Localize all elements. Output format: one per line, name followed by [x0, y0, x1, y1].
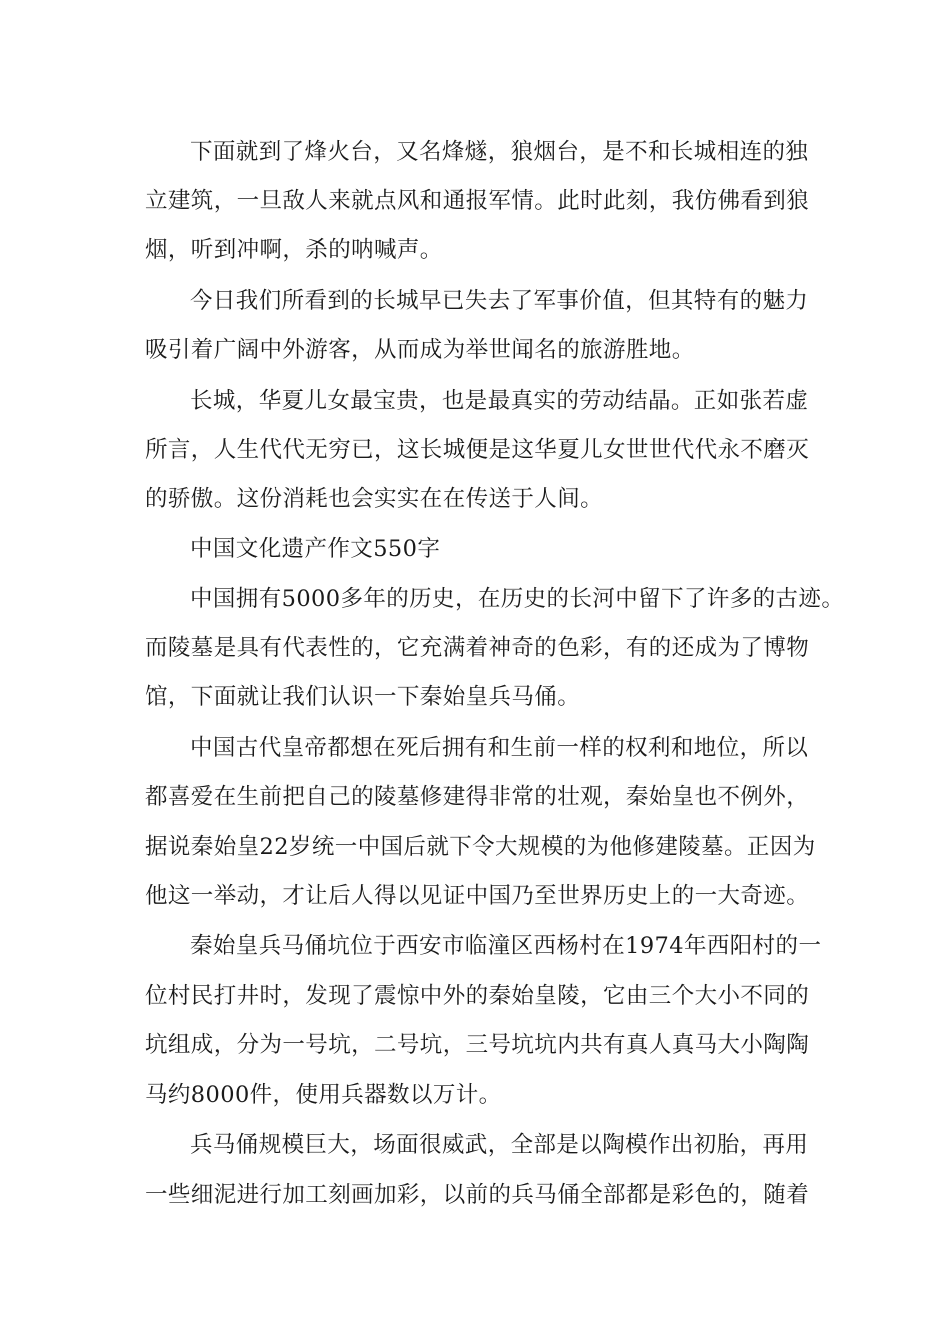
section-title: 中国文化遗产作文550字 — [190, 536, 441, 562]
text-line: 今日我们所看到的长城早已失去了军事价值，但其特有的魅力 — [190, 288, 809, 314]
text-line: 的骄傲。这份消耗也会实实在在传送于人间。 — [145, 486, 604, 512]
text-line: 吸引着广阔中外游客，从而成为举世闻名的旅游胜地。 — [145, 337, 695, 363]
text-line: 烟，听到冲啊，杀的呐喊声。 — [145, 237, 443, 263]
text-line: 兵马俑规模巨大，场面很威武，全部是以陶模作出初胎，再用 — [190, 1132, 809, 1158]
text-line: 下面就到了烽火台，又名烽燧，狼烟台，是不和长城相连的独 — [190, 139, 809, 165]
text-line: 据说秦始皇22岁统一中国后就下令大规模的为他修建陵墓。正因为 — [145, 834, 816, 860]
text-line: 他这一举动，才让后人得以见证中国乃至世界历史上的一大奇迹。 — [145, 883, 810, 909]
text-line: 中国拥有5000多年的历史，在历史的长河中留下了许多的古迹。 — [190, 586, 845, 612]
text-line: 中国古代皇帝都想在死后拥有和生前一样的权利和地位，所以 — [190, 735, 809, 761]
text-line: 所言，人生代代无穷已，这长城便是这华夏儿女世世代代永不磨灭 — [145, 437, 810, 463]
text-line: 都喜爱在生前把自己的陵墓修建得非常的壮观，秦始皇也不例外， — [145, 784, 810, 810]
text-line: 而陵墓是具有代表性的，它充满着神奇的色彩，有的还成为了博物 — [145, 635, 810, 661]
text-line: 坑组成，分为一号坑，二号坑，三号坑坑内共有真人真马大小陶陶 — [145, 1032, 810, 1058]
text-line: 一些细泥进行加工刻画加彩，以前的兵马俑全部都是彩色的，随着 — [145, 1182, 810, 1208]
text-line: 秦始皇兵马俑坑位于西安市临潼区西杨村在1974年西阳村的一 — [190, 933, 822, 959]
text-line: 长城，华夏儿女最宝贵，也是最真实的劳动结晶。正如张若虚 — [190, 388, 809, 414]
text-line: 立建筑，一旦敌人来就点风和通报军情。此时此刻，我仿佛看到狼 — [145, 188, 810, 214]
text-line: 位村民打井时，发现了震惊中外的秦始皇陵，它由三个大小不同的 — [145, 983, 810, 1009]
text-line: 马约8000件，使用兵器数以万计。 — [145, 1082, 502, 1108]
text-line: 馆，下面就让我们认识一下秦始皇兵马俑。 — [145, 684, 581, 710]
